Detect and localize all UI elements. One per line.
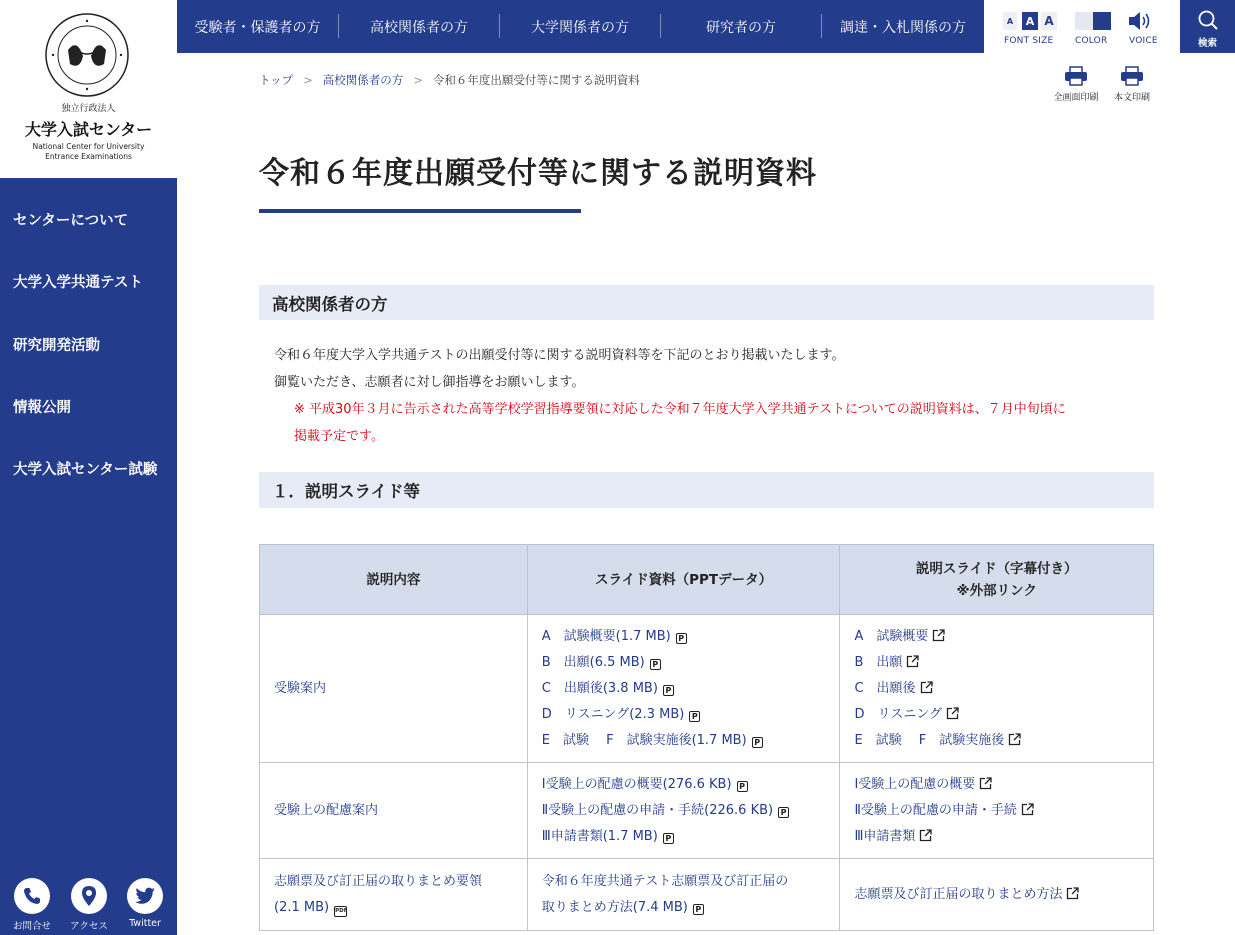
font-size-medium-button[interactable]: A	[1022, 12, 1038, 30]
application-forms-guide-line2: (2.1 MB)	[274, 899, 330, 915]
row-slides-accommodation	[527, 763, 840, 859]
slide-link-application-forms-line2: 取りまとめ方法(7.4 MB)	[541, 899, 688, 915]
application-forms-guide-link[interactable]	[274, 869, 513, 921]
twitter-button[interactable]	[127, 878, 163, 914]
video-link-accommodation-3-label: Ⅲ申請書類	[854, 828, 916, 844]
sidebar-item-research[interactable]: 研究開発活動	[13, 338, 100, 354]
phone-icon	[22, 886, 42, 906]
ppt-file-icon: P	[778, 807, 789, 818]
print-full-label: 全画面印刷	[1053, 93, 1099, 103]
slide-link-accommodation-3-label: Ⅲ申請書類(1.7 MB)	[541, 828, 658, 844]
row-content-exam-guide	[260, 615, 528, 763]
accommodation-guide-link[interactable]: 受験上の配慮案内	[274, 802, 379, 818]
table-row	[260, 615, 1154, 763]
section-heading-audience: 高校関係者の方	[259, 285, 1154, 320]
slide-link-accommodation-2[interactable]	[542, 798, 826, 824]
slide-link-b-label: B 出願(6.5 MB)	[541, 654, 645, 670]
ppt-file-icon: P	[693, 904, 704, 915]
external-link-icon	[920, 681, 933, 694]
access-label: アクセス	[70, 921, 108, 932]
print-body-button[interactable]	[1109, 66, 1155, 103]
notice-text-line1: ※ 平成30年３月に告示された高等学校学習指導要領に対応した令和７年度大学入学共通テストについての説明資料は、７月中旬頃に	[294, 402, 1066, 417]
video-link-d-label: D リスニング	[854, 706, 942, 722]
slide-link-d-label: D リスニング(2.3 MB)	[541, 706, 685, 722]
printer-icon	[1064, 66, 1088, 86]
map-pin-icon	[79, 885, 99, 907]
video-link-accommodation-1-label: Ⅰ受験上の配慮の概要	[854, 776, 976, 792]
sidebar-item-about[interactable]: センターについて	[13, 213, 129, 229]
slide-link-d[interactable]	[542, 702, 826, 728]
exam-guide-link[interactable]: 受験案内	[274, 680, 327, 696]
column-header-videos-line1: 説明スライド（字幕付き）	[915, 560, 1078, 577]
ppt-file-icon: P	[663, 685, 674, 696]
ppt-file-icon: P	[689, 711, 700, 722]
section-heading-slides: １．説明スライド等	[259, 472, 1154, 508]
slide-link-application-forms-line1: 令和６年度共通テスト志願票及び訂正届の	[541, 873, 789, 889]
intro-text-line2: 御覧いただき、志願者に対し御指導をお願いします。	[274, 375, 585, 390]
voice-button[interactable]	[1128, 11, 1154, 35]
video-link-c[interactable]	[854, 676, 1139, 702]
slide-link-b[interactable]	[542, 650, 826, 676]
slide-link-application-forms[interactable]	[542, 869, 826, 921]
row-videos-exam-guide	[840, 615, 1154, 763]
sidebar-item-common-test[interactable]: 大学入学共通テスト	[13, 275, 143, 291]
application-forms-guide-line1: 志願票及び訂正届の取りまとめ要領	[274, 873, 483, 889]
external-link-icon	[1021, 803, 1034, 816]
font-size-label: FONT SIZE	[1004, 36, 1054, 46]
row-videos-accommodation	[840, 763, 1154, 859]
ppt-file-icon: P	[752, 737, 763, 748]
speaker-icon	[1128, 11, 1154, 31]
video-link-ef[interactable]	[854, 728, 1139, 754]
video-link-accommodation-3[interactable]	[854, 824, 1139, 850]
sidebar-item-center-exam[interactable]: 大学入試センター試験	[13, 462, 158, 478]
slide-link-accommodation-1-label: Ⅰ受験上の配慮の概要(276.6 KB)	[541, 776, 732, 792]
slide-link-accommodation-3[interactable]	[542, 824, 826, 850]
external-link-icon	[919, 829, 932, 842]
row-content-application-forms	[260, 859, 528, 931]
row-content-accommodation	[260, 763, 528, 859]
breadcrumb-item-high-school[interactable]: 高校関係者の方	[322, 73, 404, 87]
table-header-row	[260, 545, 1154, 615]
external-link-icon	[1066, 887, 1079, 900]
video-link-ef-label: E 試験 F 試験実施後	[854, 732, 1005, 748]
breadcrumb-separator: >	[413, 73, 423, 87]
search-button[interactable]	[1180, 0, 1235, 53]
page-title: 令和６年度出願受付等に関する説明資料	[259, 156, 817, 191]
org-name-english-line1: National Center for University	[32, 142, 145, 151]
org-name-english-line2: Entrance Examinations	[45, 152, 132, 161]
video-link-accommodation-1[interactable]	[854, 772, 1139, 798]
external-link-icon	[1008, 733, 1021, 746]
access-button[interactable]	[71, 878, 107, 914]
pdf-file-icon: PDF	[334, 906, 347, 917]
logo[interactable]	[0, 0, 177, 178]
voice-label: VOICE	[1129, 36, 1158, 46]
search-icon	[1197, 9, 1219, 31]
contact-label: お問合せ	[12, 921, 51, 932]
row-slides-application-forms	[527, 859, 840, 931]
video-link-d[interactable]	[854, 702, 1139, 728]
sidebar	[0, 0, 177, 935]
sidebar-item-disclosure[interactable]: 情報公開	[13, 400, 71, 416]
materials-table	[259, 544, 1154, 931]
color-dark-button[interactable]	[1093, 12, 1111, 30]
video-link-c-label: C 出願後	[854, 680, 916, 696]
nav-item-high-school[interactable]: 高校関係者の方	[370, 19, 468, 36]
breadcrumb	[259, 72, 640, 88]
slide-link-a[interactable]	[542, 624, 826, 650]
video-link-application-forms[interactable]	[854, 882, 1139, 908]
nav-item-procurement[interactable]: 調達・入札関係の方	[840, 19, 966, 36]
nav-item-examinees[interactable]: 受験者・保護者の方	[194, 19, 321, 36]
twitter-label: Twitter	[129, 918, 161, 929]
twitter-icon	[134, 886, 156, 906]
video-link-a[interactable]	[854, 624, 1139, 650]
search-label: 検索	[1197, 38, 1217, 49]
column-header-content: 説明内容	[260, 545, 528, 615]
ppt-file-icon: P	[650, 659, 661, 670]
intro-text-line1: 令和６年度大学入学共通テストの出願受付等に関する説明資料等を下記のとおり掲載いたします。	[274, 348, 845, 363]
breadcrumb-item-current: 令和６年度出願受付等に関する説明資料	[432, 73, 640, 87]
external-link-icon	[979, 777, 992, 790]
column-header-slides: スライド資料（PPTデータ）	[527, 545, 840, 615]
ppt-file-icon: P	[737, 781, 748, 792]
table-row	[260, 859, 1154, 931]
video-link-application-forms-label: 志願票及び訂正届の取りまとめ方法	[854, 886, 1063, 902]
ppt-file-icon: P	[663, 833, 674, 844]
title-underline	[259, 209, 581, 213]
table-row	[260, 763, 1154, 859]
print-body-label: 本文印刷	[1113, 93, 1150, 103]
color-light-button[interactable]	[1075, 12, 1093, 30]
breadcrumb-item-top[interactable]: トップ	[259, 73, 294, 87]
emblem-icon	[44, 12, 130, 98]
external-link-icon	[932, 629, 945, 642]
column-header-videos	[840, 545, 1154, 615]
column-header-videos-line2: ※外部リンク	[956, 582, 1037, 599]
external-link-icon	[946, 707, 959, 720]
accessibility-tools	[984, 0, 1180, 53]
video-link-accommodation-2-label: Ⅱ受験上の配慮の申請・手続	[854, 802, 1017, 818]
font-size-small-button[interactable]: A	[1003, 12, 1017, 30]
slide-link-ef[interactable]	[542, 728, 826, 754]
slide-link-application-forms-line2-wrap	[542, 895, 826, 921]
application-forms-guide-line2-wrap	[274, 895, 513, 921]
row-slides-exam-guide	[527, 615, 840, 763]
notice-text-line2: 掲載予定です。	[294, 429, 384, 444]
nav-item-researchers[interactable]: 研究者の方	[706, 19, 776, 36]
org-type: 独立行政法人	[61, 104, 116, 114]
print-full-button[interactable]	[1050, 66, 1102, 103]
video-link-accommodation-2[interactable]	[854, 798, 1139, 824]
slide-link-c-label: C 出願後(3.8 MB)	[541, 680, 658, 696]
nav-item-university[interactable]: 大学関係者の方	[531, 19, 629, 36]
top-navigation	[177, 0, 984, 53]
font-size-large-button[interactable]: A	[1041, 12, 1057, 30]
breadcrumb-separator: >	[303, 73, 313, 87]
slide-link-c[interactable]	[542, 676, 826, 702]
slide-link-a-label: A 試験概要(1.7 MB)	[541, 628, 671, 644]
printer-icon	[1120, 66, 1144, 86]
external-link-icon	[906, 655, 919, 668]
contact-button[interactable]	[14, 878, 50, 914]
video-link-b[interactable]	[854, 650, 1139, 676]
slide-link-accommodation-2-label: Ⅱ受験上の配慮の申請・手続(226.6 KB)	[541, 802, 774, 818]
row-videos-application-forms	[840, 859, 1154, 931]
org-name: 大学入試センター	[24, 120, 153, 139]
slide-link-ef-label: E 試験 F 試験実施後(1.7 MB)	[541, 732, 747, 748]
slide-link-accommodation-1[interactable]	[542, 772, 826, 798]
ppt-file-icon: P	[676, 633, 687, 644]
color-label: COLOR	[1075, 36, 1108, 46]
video-link-a-label: A 試験概要	[854, 628, 929, 644]
video-link-b-label: B 出願	[854, 654, 903, 670]
